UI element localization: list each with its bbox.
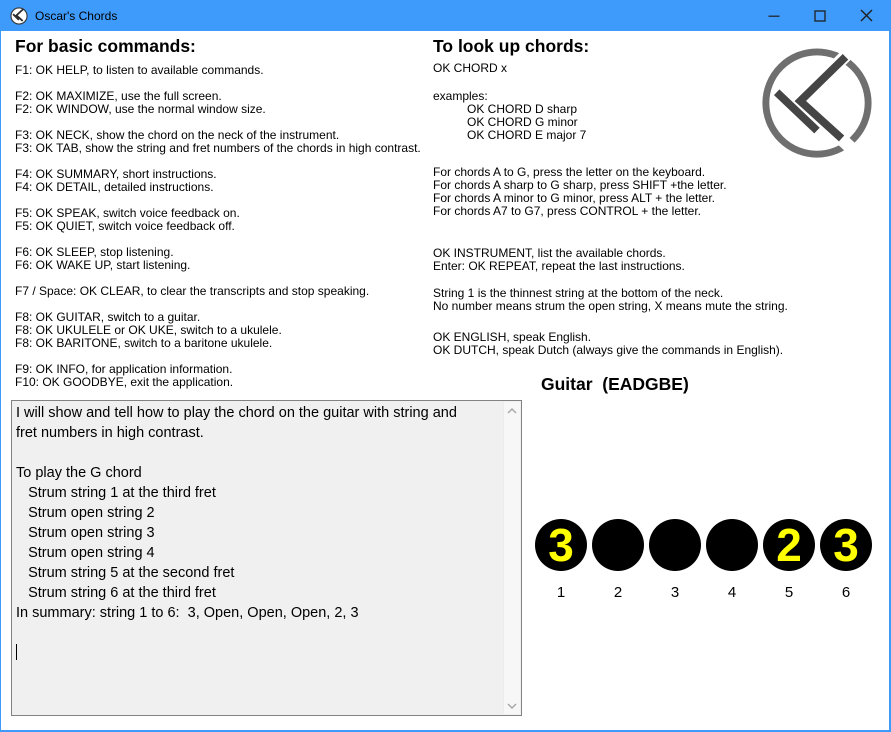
command-group <box>15 90 427 116</box>
command-group <box>15 64 427 77</box>
close-icon <box>860 9 873 22</box>
fret-circles-row <box>535 519 872 571</box>
titlebar[interactable] <box>1 0 889 31</box>
command-group <box>15 311 427 350</box>
chord-usage: OK CHORD x <box>433 61 508 75</box>
chord-usage-group <box>433 62 778 75</box>
basic-commands-panel <box>15 36 427 389</box>
string-number: 6 <box>841 584 851 601</box>
fret-number: 2 <box>776 519 802 571</box>
command-line: F2: OK MAXIMIZE, use the full screen. <box>15 89 222 103</box>
transcript-text <box>12 401 503 715</box>
command-group <box>15 129 427 155</box>
lookup-chords-panel <box>433 36 788 357</box>
command-line: F3: OK TAB, show the string and fret numbers of the chords in high contrast. <box>15 141 421 155</box>
string-number: 5 <box>784 584 794 601</box>
info-line: OK DUTCH, speak Dutch (always give the commands in English). <box>433 343 784 357</box>
scroll-up-icon <box>507 408 517 414</box>
command-line: F5: OK SPEAK, switch voice feedback on. <box>15 206 240 220</box>
command-line: F6: OK SLEEP, stop listening. <box>15 245 174 259</box>
command-line: F4: OK DETAIL, detailed instructions. <box>15 180 214 194</box>
command-line: F4: OK SUMMARY, short instructions. <box>15 167 217 181</box>
string-dot <box>535 519 587 571</box>
transcript-line <box>16 443 503 463</box>
command-group <box>15 285 427 298</box>
command-line: F3: OK NECK, show the chord on the neck of the instrument. <box>15 128 340 142</box>
transcript-line: fret numbers in high contrast. <box>16 425 204 441</box>
examples-label: examples: <box>433 89 488 103</box>
string-dot <box>706 519 758 571</box>
command-line: F2: OK WINDOW, use the normal window size. <box>15 102 266 116</box>
scroll-down-button[interactable] <box>504 697 520 714</box>
shortcut-line: For chords A to G, press the letter on the keyboard. <box>433 165 706 179</box>
command-group <box>15 246 427 272</box>
command-line: F5: OK QUIET, switch voice feedback off. <box>15 219 235 233</box>
minimize-icon <box>768 10 780 22</box>
command-line: F6: OK WAKE UP, start listening. <box>15 258 191 272</box>
shortcut-line: For chords A7 to G7, press CONTROL + the letter. <box>433 204 701 218</box>
scroll-up-button[interactable] <box>504 402 520 419</box>
string-dot <box>763 519 815 571</box>
app-icon <box>10 7 28 25</box>
string-number: 1 <box>556 584 566 601</box>
chord-examples-group <box>433 90 778 142</box>
window-controls <box>751 0 889 31</box>
command-line: F8: OK GUITAR, switch to a guitar. <box>15 310 201 324</box>
lookup-chords-heading: To look up chords: <box>433 36 590 56</box>
command-group <box>15 207 427 233</box>
minimize-button[interactable] <box>751 0 797 31</box>
transcript-line: Strum string 1 at the third fret <box>16 485 216 501</box>
transcript-line: I will show and tell how to play the chord on the guitar with string and <box>16 405 457 421</box>
basic-commands-heading: For basic commands: <box>15 36 196 56</box>
vertical-scrollbar[interactable] <box>503 402 520 714</box>
example-line: OK CHORD D sharp <box>467 102 578 116</box>
transcript-line: Strum open string 2 <box>16 505 155 521</box>
brand-logo-icon <box>758 46 876 164</box>
command-group <box>15 363 427 389</box>
transcript-box[interactable] <box>11 400 522 716</box>
command-line: F8: OK UKULELE or OK UKE, switch to a ukulele. <box>15 323 282 337</box>
command-line: F1: OK HELP, to listen to available commands. <box>15 63 264 77</box>
transcript-line: Strum open string 4 <box>16 545 155 561</box>
fret-number: 3 <box>548 519 574 571</box>
instrument-heading: Guitar (EADGBE) <box>541 374 689 394</box>
info-line: OK INSTRUMENT, list the available chords. <box>433 246 666 260</box>
info-line: String 1 is the thinnest string at the bottom of the neck. <box>433 286 724 300</box>
command-line: F7 / Space: OK CLEAR, to clear the transcripts and stop speaking. <box>15 284 370 298</box>
string-dot <box>820 519 872 571</box>
transcript-line: Strum string 5 at the second fret <box>16 565 235 581</box>
command-line: F8: OK BARITONE, switch to a baritone ukulele. <box>15 336 273 350</box>
window-title: Oscar's Chords <box>35 8 118 23</box>
example-line: OK CHORD G minor <box>467 115 578 129</box>
string-number: 2 <box>613 584 623 601</box>
repeat-commands-group <box>433 247 778 273</box>
string-number: 3 <box>670 584 680 601</box>
string-dot <box>592 519 644 571</box>
shortcut-line: For chords A sharp to G sharp, press SHIFT +the letter. <box>433 178 727 192</box>
transcript-line: Strum string 6 at the third fret <box>16 585 216 601</box>
command-line: F9: OK INFO, for application information. <box>15 362 233 376</box>
command-group <box>15 168 427 194</box>
info-line: Enter: OK REPEAT, repeat the last instructions. <box>433 259 685 273</box>
fret-number: 3 <box>833 519 859 571</box>
string-labels-row <box>535 584 872 601</box>
info-line: No number means strum the open string, X means mute the string. <box>433 299 788 313</box>
maximize-icon <box>814 10 826 22</box>
string-dot <box>649 519 701 571</box>
transcript-line <box>16 623 503 643</box>
example-line: OK CHORD E major 7 <box>467 128 587 142</box>
transcript-line: To play the G chord <box>16 465 142 481</box>
maximize-button[interactable] <box>797 0 843 31</box>
string-info-group <box>433 286 788 313</box>
info-line: OK ENGLISH, speak English. <box>433 330 592 344</box>
string-number: 4 <box>727 584 737 601</box>
command-line: F10: OK GOODBYE, exit the application. <box>15 375 234 389</box>
text-caret <box>16 644 17 660</box>
transcript-line: In summary: string 1 to 6: 3, Open, Open, Open, 2, 3 <box>16 605 359 621</box>
scroll-down-icon <box>507 703 517 709</box>
main-content <box>1 31 889 730</box>
close-button[interactable] <box>843 0 889 31</box>
keyboard-shortcuts-group <box>433 166 778 218</box>
shortcut-line: For chords A minor to G minor, press ALT + the letter. <box>433 191 716 205</box>
language-commands-group <box>433 330 784 357</box>
transcript-line: Strum open string 3 <box>16 525 155 541</box>
